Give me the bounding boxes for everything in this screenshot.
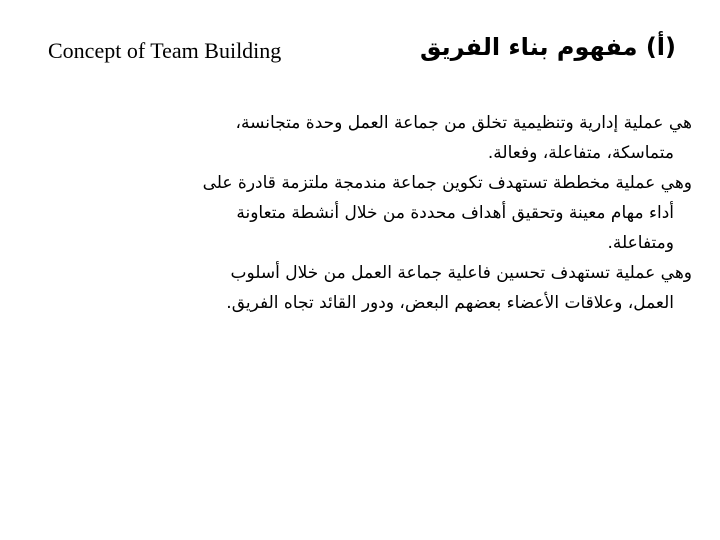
paragraph-effectiveness <box>22 258 692 318</box>
paragraph-line: متماسكة، متفاعلة، وفعالة. <box>487 143 674 163</box>
title-english: Concept of Team Building <box>48 38 282 63</box>
paragraph-line: وهي عملية تستهدف تحسين فاعلية جماعة العمل من خلال أسلوب <box>230 263 692 283</box>
paragraph-line: وهي عملية مخططة تستهدف تكوين جماعة مندمجة ملتزمة قادرة على <box>202 173 692 193</box>
paragraph-definition <box>22 108 692 168</box>
paragraph-planned-process <box>22 168 692 258</box>
body-text <box>22 108 692 318</box>
paragraph-line: العمل، وعلاقات الأعضاء بعضهم البعض، ودور القائد تجاه الفريق. <box>226 293 674 313</box>
paragraph-line: هي عملية إدارية وتنظيمية تخلق من جماعة العمل وحدة متجانسة، <box>235 113 692 133</box>
paragraph-line: أداء مهام معينة وتحقيق أهداف محددة من خلال أنشطة متعاونة <box>236 203 674 223</box>
paragraph-line: ومتفاعلة. <box>607 233 674 253</box>
title-arabic: (أ) مفهوم بناء الفريق <box>419 33 676 61</box>
